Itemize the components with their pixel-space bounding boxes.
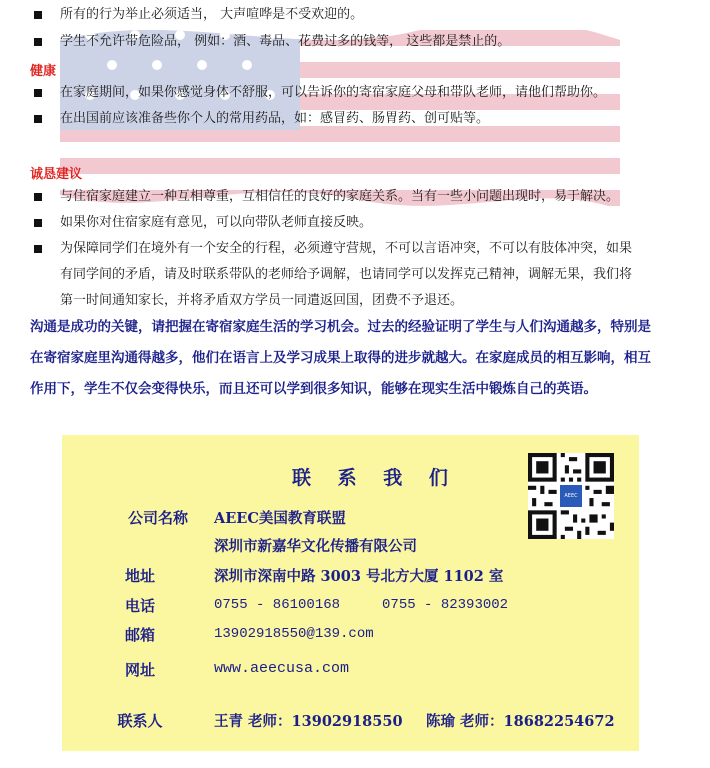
email-link[interactable]: 13902918550@139.com <box>214 626 374 642</box>
phone-value: 0755 - 86100168 0755 - 82393002 <box>214 597 509 613</box>
company-name: AEEC美国教育联盟 <box>214 510 346 527</box>
summary-line: 在寄宿家庭里沟通得越多，他们在语言上及学习成果上取得的进步就越大。在家庭成员的相互影响，相互 <box>30 350 651 366</box>
summary-line: 沟通是成功的关键，请把握在寄宿家庭生活的学习机会。过去的经验证明了学生与人们沟通越多，特别是 <box>30 319 651 335</box>
contact-person-1: 王青 老师：13902918550 <box>214 713 403 730</box>
summary-line: 作用下，学生不仅会变得快乐，而且还可以学到很多知识，能够在现实生活中锻炼自己的英语。 <box>30 381 597 397</box>
list-item: 与住宿家庭建立一种互相尊重，互相信任的良好的家庭关系。当有一些小问题出现时，易于解决。 <box>30 184 698 210</box>
contact-person-2: 陈瑜 老师：18682254672 <box>426 713 615 730</box>
bullet-square-icon <box>34 193 42 201</box>
section-heading-health: 健康 <box>30 64 57 79</box>
bullet-square-icon <box>34 115 42 123</box>
qr-code[interactable] <box>528 453 614 539</box>
website-label: 网址 <box>124 661 155 679</box>
contact-person-label: 联系人 <box>117 712 163 730</box>
address-label: 地址 <box>124 567 155 585</box>
contact-title: 联 系 我 们 <box>292 467 458 489</box>
company-name-2: 深圳市新嘉华文化传播有限公司 <box>214 538 417 555</box>
bullet-square-icon <box>34 89 42 97</box>
phone-label: 电话 <box>124 597 155 615</box>
bullet-square-icon <box>34 245 42 253</box>
list-item-continued: 有同学间的矛盾，请及时联系带队的老师给予调解，也请同学可以发挥克己精神，调解无果，我们将 <box>60 267 633 282</box>
website-link[interactable]: www.aeecusa.com <box>214 660 350 677</box>
list-item: 为保障同学们在境外有一个安全的行程，必须遵守营规，不可以言语冲突，不可以有肢体冲突，如果 <box>30 236 698 262</box>
section-heading-advice: 诚恳建议 <box>30 167 83 182</box>
bullet-square-icon <box>34 38 42 46</box>
bullet-square-icon <box>34 219 42 227</box>
qr-logo-badge: AEEC <box>560 485 582 507</box>
contact-box <box>62 435 639 751</box>
list-item: 在家庭期间，如果你感觉身体不舒服，可以告诉你的寄宿家庭父母和带队老师，请他们帮助你。 <box>30 80 698 106</box>
list-item: 如果你对住宿家庭有意见，可以向带队老师直接反映。 <box>30 210 698 236</box>
list-item: 所有的行为举止必须适当， 大声喧哗是不受欢迎的。 <box>30 2 698 28</box>
list-item: 学生不允许带危险品， 例如：酒、毒品、花费过多的钱等， 这些都是禁止的。 <box>30 29 698 55</box>
company-label: 公司名称 <box>127 509 188 527</box>
email-label: 邮箱 <box>124 626 155 644</box>
list-item: 在出国前应该准备些你个人的常用药品，如：感冒药、肠胃药、创可贴等。 <box>30 106 698 132</box>
bullet-square-icon <box>34 11 42 19</box>
list-item-continued: 第一时间通知家长，并将矛盾双方学员一同遣返回国，团费不予退还。 <box>60 293 464 308</box>
address-value: 深圳市深南中路 3003 号北方大厦 1102 室 <box>214 568 504 585</box>
